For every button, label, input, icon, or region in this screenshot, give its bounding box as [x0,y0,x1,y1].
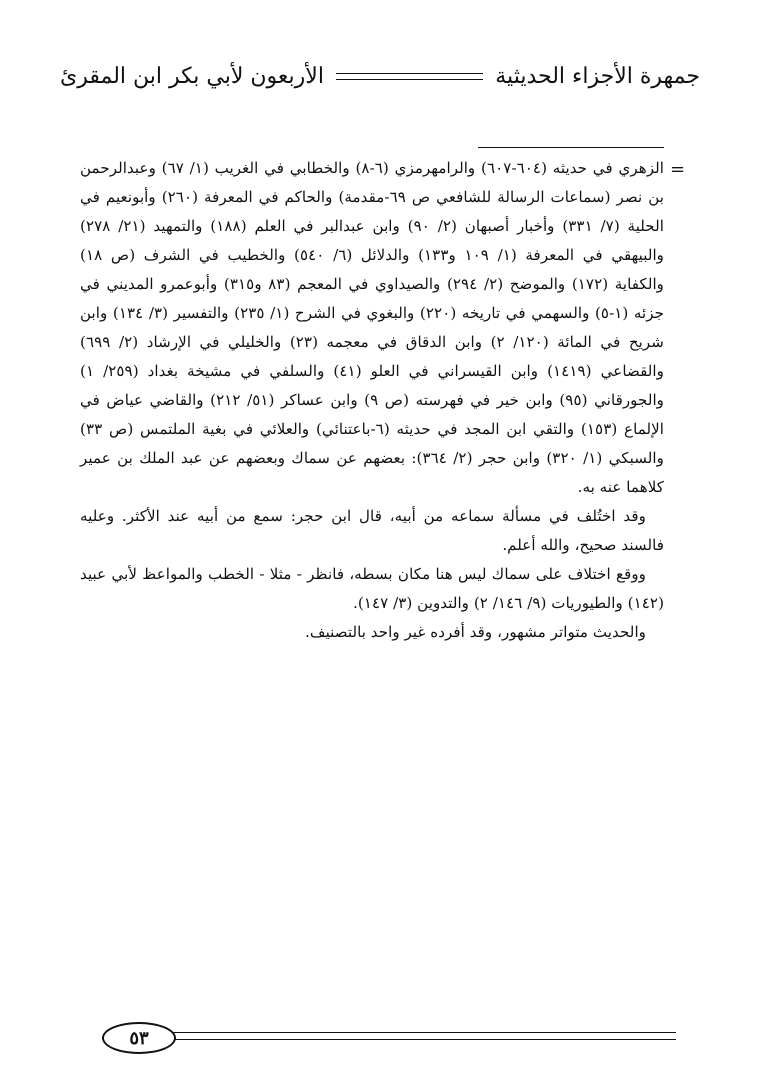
page-number-badge [102,1022,176,1054]
footnote-body [80,154,664,647]
footnote-paragraph-sources: الزهري في حديثه (٦٠٤-٦٠٧) والرامهرمزي (٦-٨) والخطابي في الغريب (١/ ٦٧) وعبدالرحمن بن نصر (سماعات الرسالة للشافعي ص ٦٩-مقدمة) والحاكم في المعرفة (٢٦٠) وأبونعيم في الحلية (٧/ ٣٣١) وأخبار أصبهان (٢/ ٩٠) وابن عبدالبر في العلم (١٨٨) والتمهيد (٢١/ ٢٧٨) والبيهقي في المعرفة (١/ ١٠٩ و١٣٣) والدلائل (٦/ ٥٤٠) والخطيب في الشرف (ص ١٨) والكفاية (١٧٢) والموضح (٢/ ٢٩٤) والصيداوي في المعجم (٨٣ و٣١٥) وأبوعمرو المديني في جزئه (١-٥) والسهمي في تاريخه (٢٢٠) والبغوي في الشرح (١/ ٢٣٥) والتفسير (٣/ ١٣٤) وابن شريح في المائة (١٢٠/ ٢) وابن الدقاق في معجمه (٢٣) والخليلي في الإرشاد (٢/ ٦٩٩) والقضاعي (١٤١٩) وابن القيسراني في العلو (٤١) والسلفي في مشيخة بغداد (٢٥٩/ ١) والجورقاني (٩٥) وابن خير في فهرسته (ص ٩) وابن عساكر (٥١/ ٢١٢) والقاضي عياض في الإلماع (١٥٣) والتقي ابن المجد في حديثه (٦-باعتنائي) والعلائي في بغية الملتمس (ص ٣٣) والسبكي (١/ ٣٢٠) وابن حجر (٢/ ٣٦٤): بعضهم عن سماك وبعضهم عن عبد الملك بن عمير كلاهما عنه به. [80,159,665,496]
footnote-paragraph-variation: ووقع اختلاف على سماك ليس هنا مكان بسطه، فانظر - مثلا - الخطب والمواعظ لأبي عبيد (١٤٢) والطيوريات (٩/ ١٤٦/ ٢) والتدوين (٣/ ١٤٧). [80,565,664,612]
book-title: جمهرة الأجزاء الحديثية [495,63,700,89]
footnote-paragraph-dispute: وقد اختُلف في مسألة سماعه من أبيه، قال ابن حجر: سمع من أبيه عند الأكثر. وعليه فالسند صحيح، والله أعلم. [80,507,664,554]
footer-rule [170,1032,676,1040]
header-rule [336,73,483,80]
page-number: ٥٣ [129,1027,149,1049]
footnote-separator [478,147,664,148]
page-header [60,56,700,96]
footnote-paragraph-conclusion: والحديث متواتر مشهور، وقد أفرده غير واحد بالتصنيف. [305,623,646,641]
section-title: الأربعون لأبي بكر ابن المقرئ [60,63,324,89]
continuation-marker: = [670,159,686,180]
page-footer [82,1024,676,1054]
